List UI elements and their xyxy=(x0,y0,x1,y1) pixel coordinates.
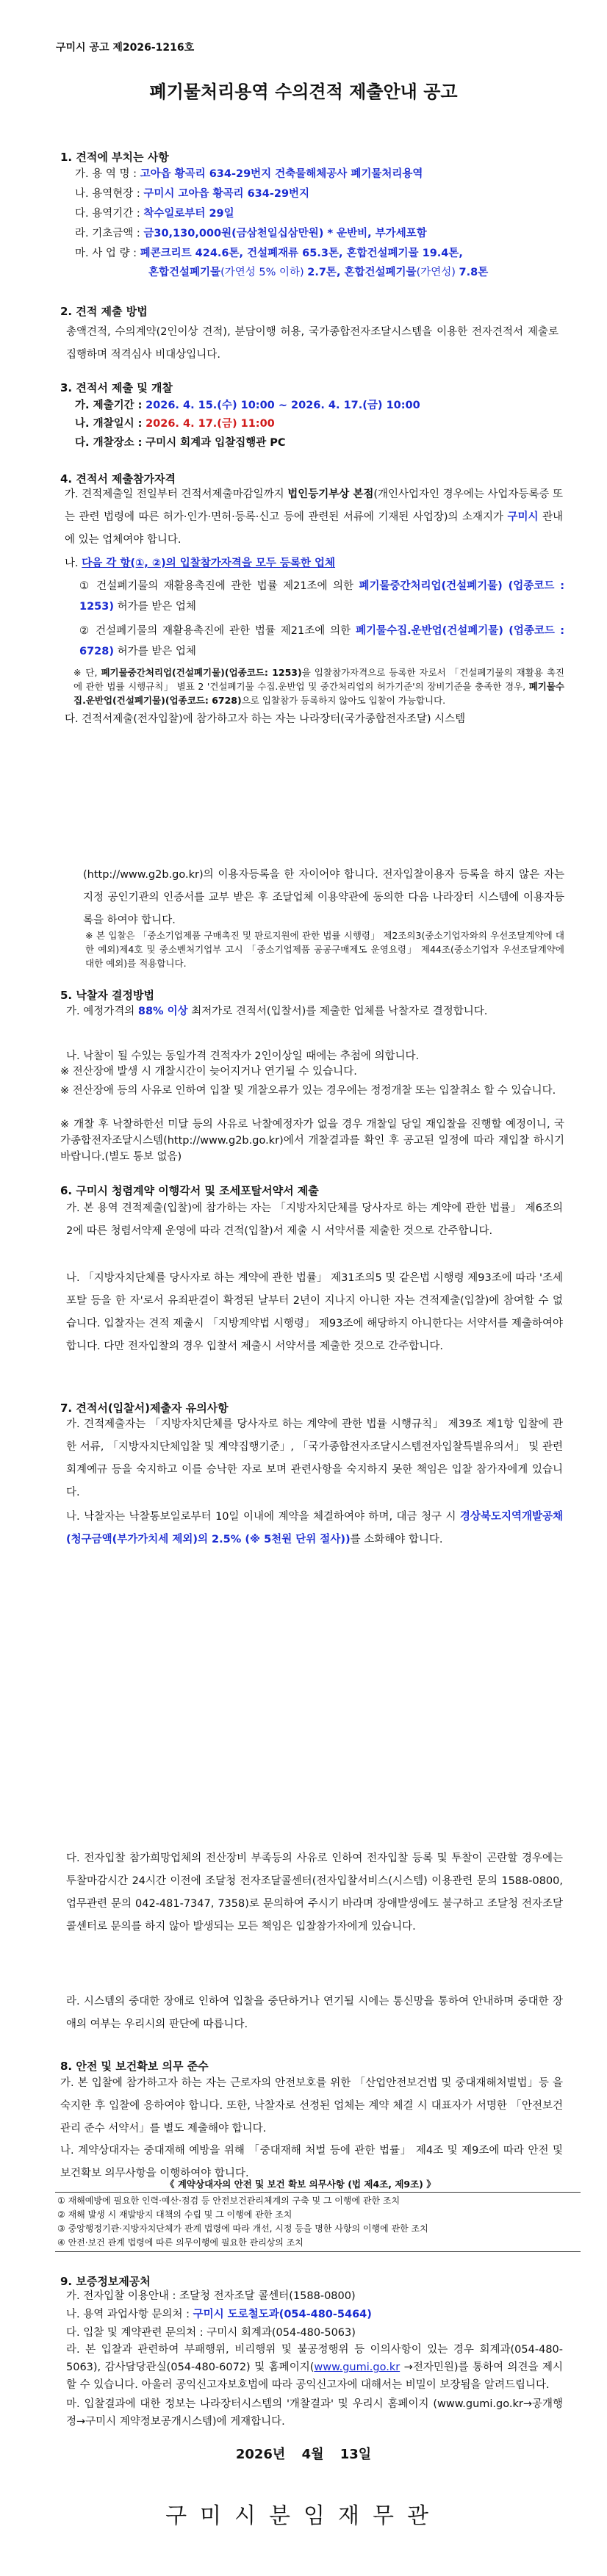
s1-item-site: 나. 용역현장 : 구미시 고아읍 황곡리 634-29번지 xyxy=(75,188,310,200)
s4-heading: 4. 견적서 제출참가자격 xyxy=(60,472,176,486)
s6-ga: 가. 본 용역 견적제출(입찰)에 참가하는 자는 「지방자치단체를 당사자로 하는 계약에 관한 법률」 제6조의2에 따른 청렴서약제 운영에 따라 견적(입찰)서 제출 시 서약서를 제출한 것으로 간주합니다. xyxy=(66,1202,563,1237)
s1-item-scale: 마. 사 업 량 : 폐콘크리트 424.6톤, 건설폐재류 65.3톤, 혼합건설폐기물 19.4톤, xyxy=(75,248,463,259)
s5-note-2: ※ 전산장애 등의 사유로 인하여 입찰 및 개찰오류가 있는 경우에는 정정개찰 또는 입찰취소 할 수 있습니다. xyxy=(60,1085,556,1097)
s8-heading: 8. 안전 및 보건확보 의무 준수 xyxy=(60,2060,209,2073)
s7-da: 다. 전자입찰 참가희망업체의 전산장비 부족등의 사유로 인하여 전자입찰 등록 및 투찰이 곤란할 경우에는 투찰마감시간 24시간 이전에 조달청 전자조달콜센터(전자입찰서비스(시스템) 이용관련 문의 1588-0800, 업무관련 문의 042-481-7347, 7358)로 문의하여 주시기 바라며 장애발생에도 불구하고 조달청 전자조달콜센터로 문의를 하지 않아 발생되는 모든 책임은 입찰참가자에게 있습니다. xyxy=(66,1852,563,1933)
s8-na: 나. 계약상대자는 중대재해 예방을 위해 「중대재해 처벌 등에 관한 법률」 제4조 및 제9조에 따라 안전 및 보건확보 의무사항을 이행하여야 합니다. xyxy=(60,2145,563,2179)
s4-ga: 가. 견적제출일 전일부터 견적서제출마감일까지 법인등기부상 본점(개인사업자인 경우에는 사업자등록증 또는 관련 법령에 따른 허가·인가·면허·등록·신고 등에 관련된 서류에 기재된 사업장)의 소재지가 구미시 관내에 있는 업체여야 합니다. xyxy=(65,488,563,546)
s9-na: 나. 용역 과업사항 문의처 : 구미시 도로철도과(054-480-5464) xyxy=(66,2309,372,2320)
s9-da: 다. 입찰 및 계약관련 문의처 : 구미시 회계과(054-480-5063) xyxy=(66,2327,356,2339)
s4-note-2: ※ 본 입찰은 「중소기업제품 구매촉진 및 판로지원에 관한 법률 시행령」 제2조의3(중소기업자와의 우선조달계약에 대한 예외)제4호 및 중소벤처기업부 고시 「중소기업제품 공공구매제도 운영요령」 제44조(중소기업자 우선조달계약에 대한 예외)를 적용합니다. xyxy=(85,930,564,969)
s3-heading: 3. 견적서 제출 및 개찰 xyxy=(60,381,173,394)
safety-duty-item: ④ 안전·보건 관계 법령에 따른 의무이행에 필요한 관리상의 조치 xyxy=(57,2237,304,2248)
s6-na: 나. 「지방자치단체를 당사자로 하는 계약에 관한 법률」 제31조의5 및 같은법 시행령 제93조에 따라 '조세포탈 등을 한 자'로서 유죄판결이 확정된 날부터 2년이 지나지 아니한 자는 견적제출(입찰)에 참여할 수 없습니다. 입찰자는 견적 제출시 「지방계약법 시행령」 제93조에 해당하지 아니한다는 서약서를 제출하여야 합니다. 다만 전자입찰의 경우 입찰서 제출시 서약서를 제출한 것으로 간주합니다. xyxy=(66,1272,563,1352)
s4-na: 나. 다음 각 항(①, ②)의 입찰참가자격을 모두 등록한 업체 xyxy=(65,558,336,569)
s2-heading: 2. 견적 제출 방법 xyxy=(60,305,148,318)
s1-heading: 1. 견적에 부치는 사항 xyxy=(60,151,169,164)
s1-item-price: 라. 기초금액 : 금30,130,000원(금삼천일십삼만원) * 운반비, 부가세포함 xyxy=(75,228,427,239)
s1-item-period: 다. 용역기간 : 착수일로부터 29일 xyxy=(75,208,234,220)
s8-ga: 가. 본 입찰에 참가하고자 하는 자는 근로자의 안전보호를 위한 「산업안전보건법 및 중대재해처벌법」등 을 숙지한 후 입찰에 응하여야 합니다. 또한, 낙찰자로 선정된 업체는 계약 체결 시 대표자가 서명한 「안전보건관리 준수 서약서」를 별도 제출해야 합니다. xyxy=(60,2077,563,2135)
s9-ra: 라. 본 입찰과 관련하여 부패행위, 비리행위 및 불공정행위 등 이의사항이 있는 경우 회계과(054-480-5063), 감사담당관실(054-480-6072) 및 홈페이지(www.gumi.go.kr →전자민원)를 통하여 의견을 제시할 수 있습니다. 아울러 공익신고자보호법에 따라 공익신고자에 대해서는 비밀이 보장됨을 알려드립니다. xyxy=(66,2344,564,2391)
safety-duty-box-bottom-rule xyxy=(55,2251,581,2252)
s5-ga: 가. 예정가격의 88% 이상 최저가로 견적서(입찰서)를 제출한 업체를 낙찰자로 결정합니다. xyxy=(66,1006,488,1017)
safety-duty-box-title: 《 계약상대자의 안전 및 보건 확보 의무사항 (법 제4조, 제9조) 》 xyxy=(165,2179,436,2190)
doc-number: 구미시 공고 제2026-1216호 xyxy=(56,42,195,54)
safety-duty-box-top-rule xyxy=(55,2192,581,2193)
s4-cond-1: ① 건설폐기물의 재활용촉진에 관한 법률 제21조에 의한 폐기물중간처리업(건설폐기물) (업종코드 : 1253) 허가를 받은 업체 xyxy=(79,580,564,613)
safety-duty-item: ③ 중앙행정기관·지방자치단체가 관계 법령에 따라 개선, 시정 등을 명한 사항의 이행에 관한 조치 xyxy=(57,2223,428,2234)
safety-duty-item: ① 재해예방에 필요한 인력·예산·점검 등 안전보건관리체계의 구축 및 그 이행에 관한 조치 xyxy=(57,2196,401,2206)
s7-na: 나. 낙찰자는 낙찰통보일로부터 10일 이내에 계약을 체결하여야 하며, 대금 청구 시 경상북도지역개발공채(청구금액(부가가치세 제외)의 2.5% (※ 5천원 단위 절사))를 소화해야 합니다. xyxy=(66,1511,563,1545)
s2-text: 총액견적, 수의계약(2인이상 견적), 분담이행 허용, 국가종합전자조달시스템을 이용한 전자견적서 제출로 집행하며 적격심사 비대상입니다. xyxy=(66,326,558,361)
s4-da: 다. 견적서제출(전자입찰)에 참가하고자 하는 자는 나라장터(국가종합전자조달) 시스템 xyxy=(65,713,466,725)
s5-na: 나. 낙찰이 될 수있는 동일가격 견적자가 2인이상일 때에는 추첨에 의합니다. xyxy=(66,1050,420,1062)
s1-item-scale-cont: 혼합건설폐기물(가연성 5% 이하) 2.7톤, 혼합건설폐기물(가연성) 7.8톤 xyxy=(148,267,489,278)
s3-item-place: 다. 개찰장소 : 구미시 회계과 입찰집행관 PC xyxy=(75,437,286,449)
s4-cond-2: ② 건설폐기물의 재활용촉진에 관한 법률 제21조에 의한 폐기물수집.운반업(건설폐기물) (업종코드 : 6728) 허가를 받은 업체 xyxy=(79,625,564,657)
s7-heading: 7. 견적서(입찰서)제출자 유의사항 xyxy=(60,1401,229,1415)
s5-note-1: ※ 전산장애 발생 시 개찰시간이 늦어지거나 연기될 수 있습니다. xyxy=(60,1066,357,1078)
s1-item-name: 가. 용 역 명 : 고아읍 황곡리 634-29번지 건축물해체공사 폐기물처리용역 xyxy=(75,168,423,180)
s3-item-submit: 가. 제출기간 : 2026. 4. 15.(수) 10:00 ~ 2026. 4. 17.(금) 10:00 xyxy=(75,400,420,411)
s5-heading: 5. 낙찰자 결정방법 xyxy=(60,989,155,1002)
s9-ga: 가. 전자입찰 이용안내 : 조달청 전자조달 콜센터(1588-0800) xyxy=(66,2290,356,2302)
s5-note-3: ※ 개찰 후 낙찰하한선 미달 등의 사유로 낙찰예정자가 없을 경우 개찰일 당일 재입찰을 진행할 예정이니, 국가종합전자조달시스템(http://www.g2b.go.kr)에서 개찰결과를 확인 후 공고된 일정에 따라 재입찰 하시기 바랍니다.(별도 통보 없음) xyxy=(60,1119,564,1163)
s4-note: ※ 단, 폐기물중간처리업(건설폐기물)(업종코드: 1253)을 입찰참가자격으로 등록한 자로서 「건설폐기물의 재활용 촉진에 관한 법률 시행규칙」 별표 2 '건설폐기물 수집.운반업 및 중간처리업의 허가기준'의 장비기준을 충족한 경우, 폐기물수집.운반업(건설폐기물)(업종코드: 6728)으로 입찰참가 등록하지 않아도 입찰이 가능합니다. xyxy=(73,667,564,706)
safety-duty-item: ② 재해 발생 시 재발방지 대책의 수립 및 그 이행에 관한 조치 xyxy=(57,2209,292,2220)
s4-da-cont: (http://www.g2b.go.kr)의 이용자등록을 한 자이어야 합니다. 전자입찰이용자 등록을 하지 않은 자는 지정 공인기관의 인증서를 교부 받은 후 조달업체 이용약관에 동의한 다음 나라장터 시스템에 이용자등록을 하여야 합니다. xyxy=(83,869,564,926)
issuer-name: 구미시분임재무관 xyxy=(165,2503,442,2529)
s9-ma: 마. 입찰결과에 대한 정보는 나라장터시스템의 '개찰결과' 및 우리시 홈페이지 (www.gumi.go.kr→공개행정→구미시 계약정보공개시스템)에 게재합니다. xyxy=(66,2398,563,2428)
s9-heading: 9. 보증정보제공처 xyxy=(60,2275,151,2288)
s7-ra: 라. 시스템의 중대한 장애로 인하여 입찰을 중단하거나 연기될 시에는 통신망을 통하여 안내하며 중대한 장애의 여부는 우리시의 판단에 따릅니다. xyxy=(66,1996,563,2030)
s6-heading: 6. 구미시 청렴계약 이행각서 및 조세포탈서약서 제출 xyxy=(60,1184,319,1197)
s3-item-open: 나. 개찰일시 : 2026. 4. 17.(금) 11:00 xyxy=(75,418,275,430)
s7-ga: 가. 견적제출자는 「지방자치단체를 당사자로 하는 계약에 관한 법률 시행규칙」 제39조 제1항 입찰에 관한 서류, 「지방자치단체입찰 및 계약집행기준」, 「국가종합전자조달시스템전자입찰특별유의서」 및 관련 회계예규 등을 숙지하고 이를 승낙한 자로 보며 관련사항을 숙지하지 못한 책임은 입찰 참가자에게 있습니다. xyxy=(66,1418,563,1498)
page-title: 폐기물처리용역 수의견적 제출안내 공고 xyxy=(149,82,458,102)
homepage-link[interactable]: www.gumi.go.kr xyxy=(314,2362,401,2373)
announcement-date: 2026년 4월 13일 xyxy=(235,2447,372,2462)
